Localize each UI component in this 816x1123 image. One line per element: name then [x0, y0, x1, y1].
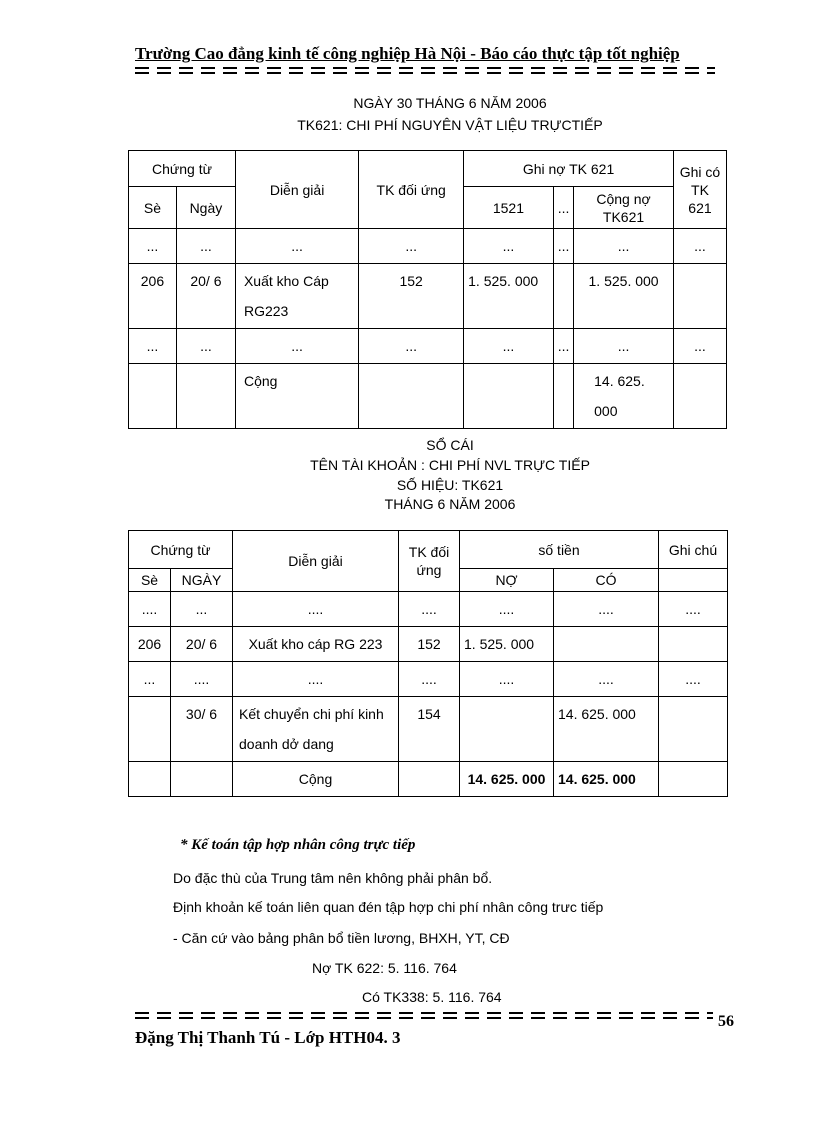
- header-no: NỢ: [460, 569, 554, 592]
- table-row: ... .... .... .... .... .... ....: [129, 662, 728, 697]
- section1-account: TK621: CHI PHÍ NGUYÊN VẬT LIỆU TRỰCTIẾP: [297, 117, 603, 133]
- table-ledger-tk621: [128, 530, 728, 797]
- table-row: .... ... .... .... .... .... ....: [129, 592, 728, 627]
- ledger-title: SỔ CÁI: [426, 437, 474, 453]
- paragraph-line: Do đặc thù của Trung tâm nên không phải phân bổ.: [173, 870, 493, 886]
- labor-heading: * Kế toán tập hợp nhân công trực tiếp: [180, 837, 416, 853]
- table-row: ... ... ... ... ... ... ... ...: [129, 329, 727, 364]
- header-1521: 1521: [464, 187, 554, 229]
- header-dots: ...: [553, 187, 573, 229]
- table-tk621-journal: [128, 150, 727, 429]
- header-tk-doi-ung: TK đối ứng: [399, 531, 460, 592]
- table-row: 30/ 6 Kết chuyển chi phí kinh doanh dở dang 154 14. 625. 000: [129, 697, 728, 762]
- page-number: 56: [718, 1013, 734, 1030]
- journal-entry-credit: Có TK338: 5. 116. 764: [362, 989, 502, 1005]
- header-ngay: NGÀY: [171, 569, 233, 592]
- table-row: 206 20/ 6 Xuất kho cáp RG 223 152 1. 525. 000: [129, 627, 728, 662]
- ledger-period: THÁNG 6 NĂM 2006: [384, 496, 516, 512]
- page-header-title: Trường Cao đẳng kinh tế công nghiệp Hà Nội - Báo cáo thực tập tốt nghiệp: [135, 44, 680, 63]
- journal-entry-debit: Nợ TK 622: 5. 116. 764: [312, 960, 457, 976]
- section1-date: NGÀY 30 THÁNG 6 NĂM 2006: [353, 95, 547, 111]
- header-tk-doi-ung: TK đối ứng: [359, 151, 464, 229]
- footer-author: Đặng Thị Thanh Tú - Lớp HTH04. 3: [135, 1028, 401, 1047]
- paragraph-line: Định khoản kế toán liên quan đén tập hợp chi phí nhân công trưc tiếp: [173, 899, 604, 915]
- table-row: ... ... ... ... ... ... ... ...: [129, 229, 727, 264]
- header-dien-giai: Diễn giải: [233, 531, 399, 592]
- header-ghi-no: Ghi nợ TK 621: [464, 151, 674, 187]
- header-dien-giai: Diễn giải: [235, 151, 358, 229]
- header-so-tien: số tiền: [460, 531, 659, 569]
- header-ghi-co: Ghi có TK 621: [673, 151, 726, 229]
- ledger-account-name: TÊN TÀI KHOẢN : CHI PHÍ NVL TRỰC TIẾP: [310, 457, 590, 473]
- header-chung-tu: Chứng từ: [129, 531, 233, 569]
- header-se: Sè: [129, 569, 171, 592]
- table-row-total: Cộng 14. 625. 000: [129, 364, 727, 429]
- header-divider: [135, 67, 715, 75]
- header-ngay: Ngày: [176, 187, 235, 229]
- table-row-total: Cộng 14. 625. 000 14. 625. 000: [129, 762, 728, 797]
- paragraph-line: - Căn cứ vào bảng phân bổ tiền lương, BHXH, YT, CĐ: [173, 930, 510, 946]
- ledger-account-no: SỐ HIỆU: TK621: [396, 477, 504, 493]
- header-cong-no: Cộng nợ TK621: [574, 187, 674, 229]
- header-co: CÓ: [554, 569, 659, 592]
- footer-divider: [135, 1012, 713, 1020]
- header-chung-tu: Chứng từ: [129, 151, 236, 187]
- header-se: Sè: [129, 187, 177, 229]
- table-row: 206 20/ 6 Xuất kho Cáp RG223 152 1. 525. 000 1. 525. 000: [129, 264, 727, 329]
- header-ghi-chu: Ghi chú: [659, 531, 728, 569]
